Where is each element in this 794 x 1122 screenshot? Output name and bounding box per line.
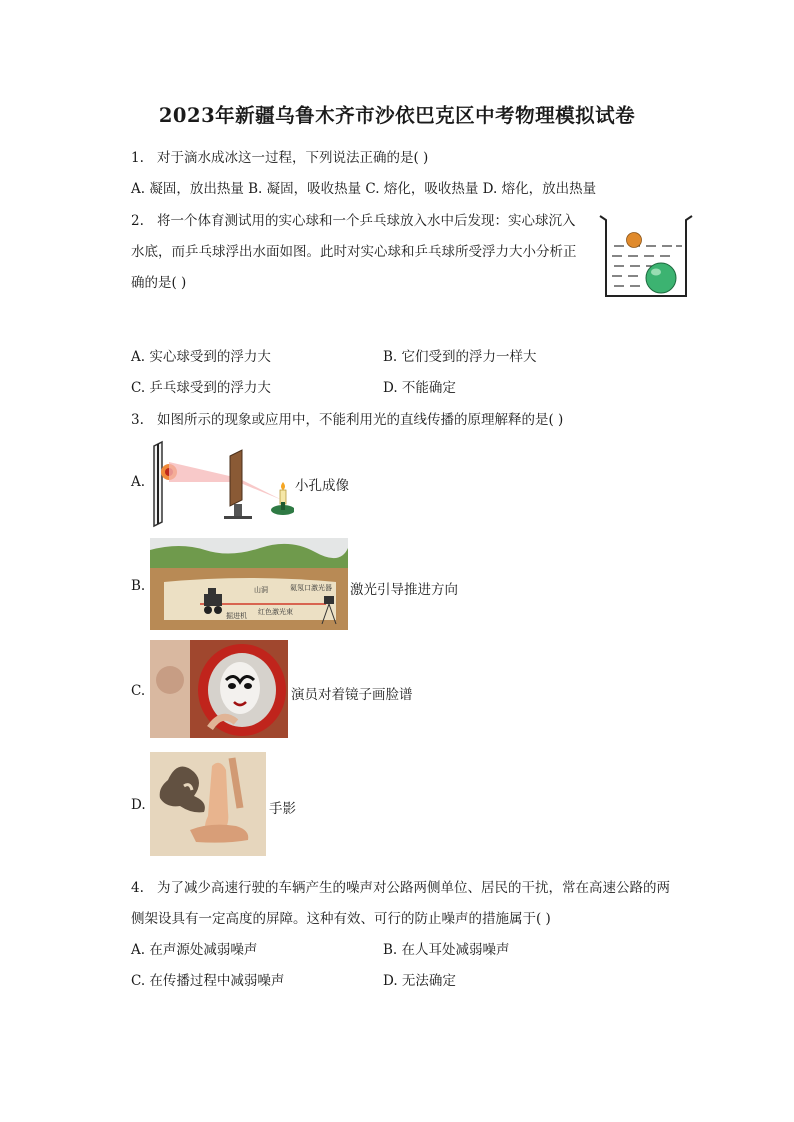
question-3-option-c-letter: C. bbox=[131, 683, 146, 699]
question-2-option-b: B. 它们受到的浮力一样大 bbox=[383, 349, 537, 365]
question-2-option-d: D. 不能确定 bbox=[383, 380, 456, 396]
question-3-option-b-caption: 激光引导推进方向 bbox=[350, 582, 458, 598]
label-beam: 红色激光束 bbox=[258, 608, 293, 616]
question-1-stem bbox=[131, 146, 428, 166]
question-4-option-b: B. 在人耳处减弱噪声 bbox=[383, 942, 510, 958]
question-number: 4. bbox=[131, 880, 144, 896]
question-2-option-c: C. 乒乓球受到的浮力大 bbox=[131, 380, 271, 396]
question-text: 对于滴水成冰这一过程，下列说法正确的是( ) bbox=[157, 150, 429, 166]
question-4-option-c: C. 在传播过程中减弱噪声 bbox=[131, 973, 285, 989]
question-2-option-a: A. 实心球受到的浮力大 bbox=[131, 349, 271, 365]
mirror-facepaint-image bbox=[150, 640, 288, 738]
question-number: 2. bbox=[131, 213, 144, 229]
question-3-stem bbox=[131, 408, 563, 428]
hand-shadow-image bbox=[150, 752, 266, 856]
question-number: 1. bbox=[131, 150, 144, 166]
label-laser: 氦氖口激光器 bbox=[290, 584, 332, 592]
question-text: 如图所示的现象或应用中，不能利用光的直线传播的原理解释的是( ) bbox=[157, 412, 564, 428]
label-machine: 掘进机 bbox=[226, 612, 247, 620]
question-4-stem-line2: 侧架设具有一定高度的屏障。这种有效、可行的防止噪声的措施属于( ) bbox=[131, 911, 551, 927]
page-title: 2023年新疆乌鲁木齐市沙依巴克区中考物理模拟试卷 bbox=[158, 104, 636, 127]
question-2-stem-line1 bbox=[131, 209, 576, 229]
question-text: 为了减少高速行驶的车辆产生的噪声对公路两侧单位、居民的干扰，常在高速公路的两 bbox=[157, 880, 670, 896]
question-3-option-b-letter: B. bbox=[131, 578, 146, 594]
question-3-option-c-caption: 演员对着镜子画脸谱 bbox=[291, 687, 413, 703]
question-2-stem-line2: 水底，而乒乓球浮出水面如图。此时对实心球和乒乓球所受浮力大小分析正 bbox=[131, 244, 577, 260]
question-4-option-a: A. 在声源处减弱噪声 bbox=[131, 942, 258, 958]
beaker-figure bbox=[598, 206, 694, 300]
question-3-option-d-letter: D. bbox=[131, 797, 146, 813]
question-3-option-a-letter: A. bbox=[131, 474, 146, 490]
question-2-stem-line3: 确的是( ) bbox=[131, 275, 187, 291]
tunnel-laser-image bbox=[150, 538, 348, 630]
question-1-options: A. 凝固，放出热量 B. 凝固，吸收热量 C. 熔化，吸收热量 D. 熔化，放出热量 bbox=[131, 181, 597, 197]
pinhole-image bbox=[150, 440, 294, 528]
question-3-option-a-caption: 小孔成像 bbox=[295, 478, 349, 494]
question-4-option-d: D. 无法确定 bbox=[383, 973, 456, 989]
question-4-stem-line1 bbox=[131, 876, 670, 896]
ping-pong-ball bbox=[627, 233, 642, 248]
question-number: 3. bbox=[131, 412, 144, 428]
question-text: 将一个体育测试用的实心球和一个乒乓球放入水中后发现：实心球沉入 bbox=[157, 213, 576, 229]
solid-ball bbox=[646, 263, 676, 293]
question-3-option-d-caption: 手影 bbox=[269, 801, 296, 817]
label-mountain: 山洞 bbox=[254, 586, 268, 594]
